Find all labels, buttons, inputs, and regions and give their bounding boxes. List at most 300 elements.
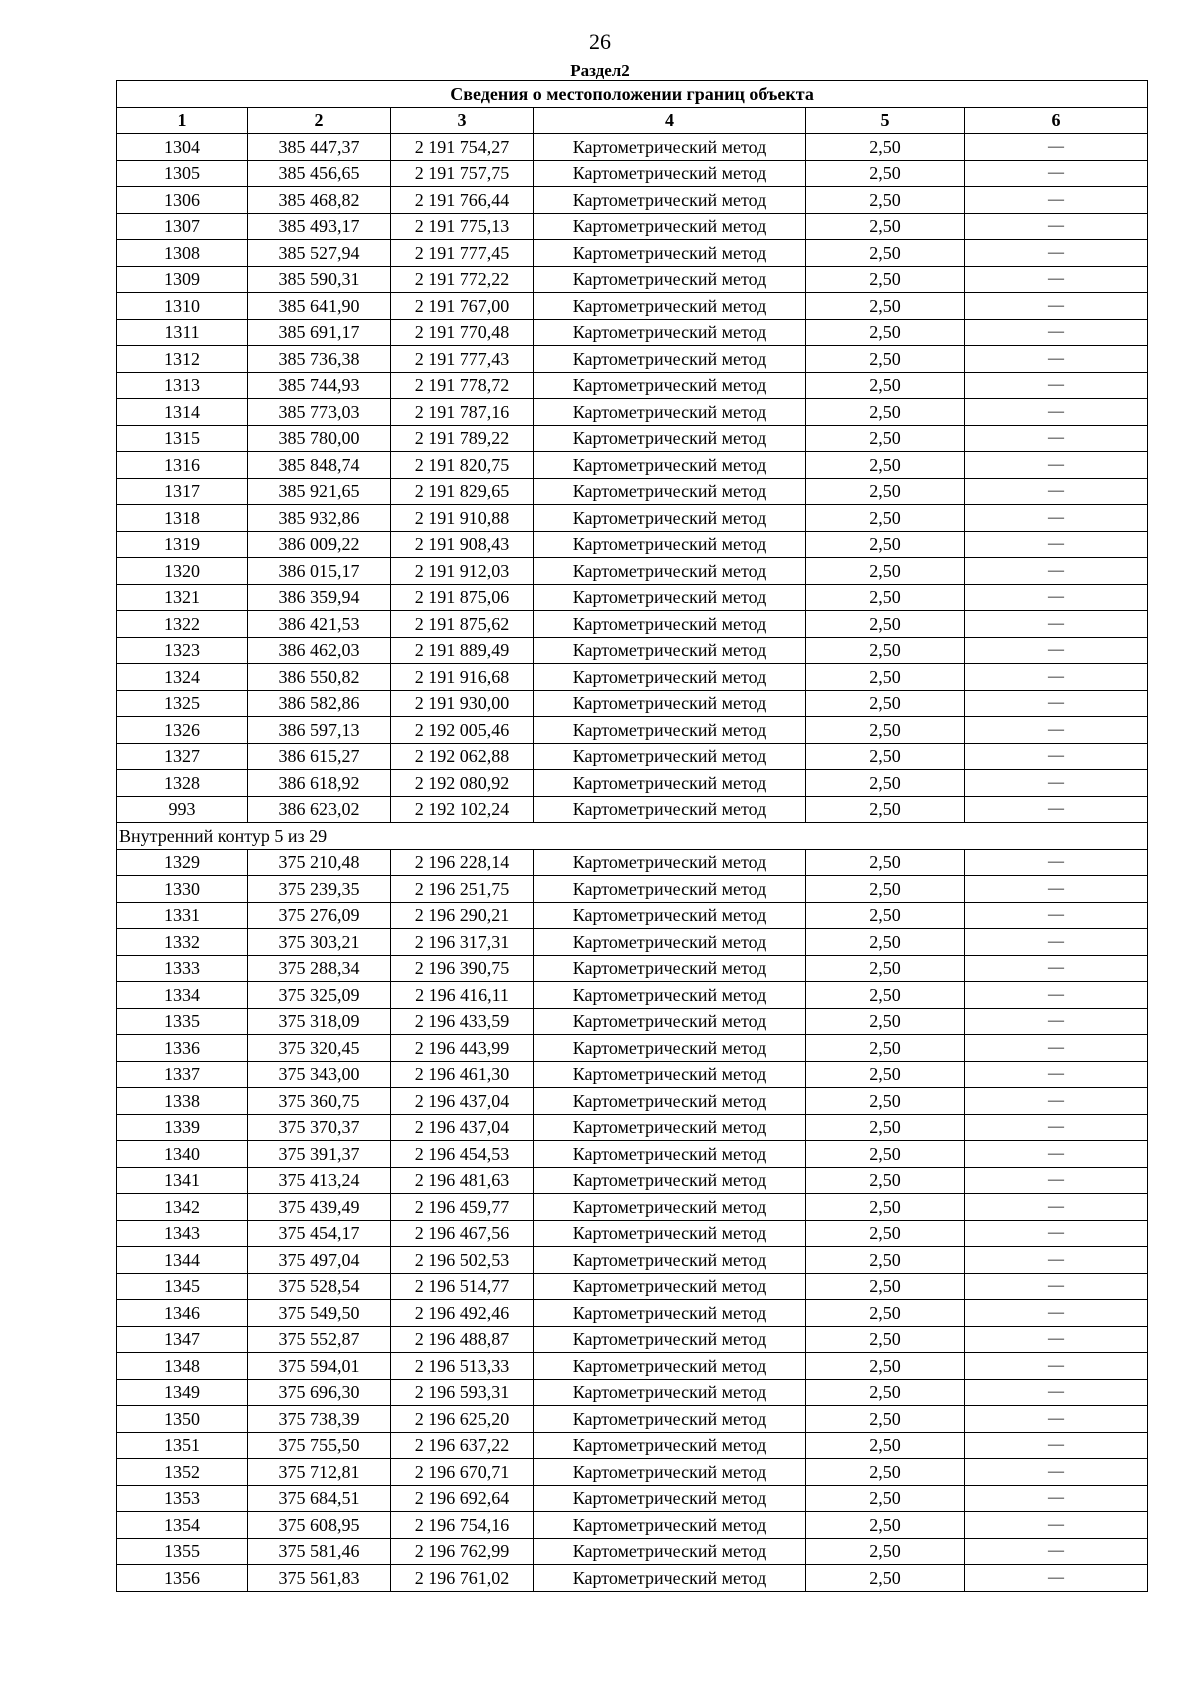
table-cell-col-3: 2 196 251,75 (391, 876, 534, 903)
table-cell-col-4: Картометрический метод (534, 611, 806, 638)
table-cell-col-5: 2,50 (806, 664, 965, 691)
table-cell-col-5: 2,50 (806, 1167, 965, 1194)
table-cell-col-4: Картометрический метод (534, 929, 806, 956)
table-cell-col-2: 375 413,24 (248, 1167, 391, 1194)
table-cell-col-6: — (965, 478, 1148, 505)
table-cell-col-4: Картометрический метод (534, 876, 806, 903)
table-cell-col-5: 2,50 (806, 1194, 965, 1221)
table-cell-col-6: — (965, 160, 1148, 187)
table-cell-col-1: 1336 (117, 1035, 248, 1062)
table-cell-col-2: 386 550,82 (248, 664, 391, 691)
table-cell-col-2: 375 370,37 (248, 1114, 391, 1141)
table-row (117, 1114, 1148, 1141)
table-cell-col-1: 1332 (117, 929, 248, 956)
table-cell-col-4: Картометрический метод (534, 1273, 806, 1300)
table-cell-col-2: 375 684,51 (248, 1485, 391, 1512)
table-cell-col-5: 2,50 (806, 240, 965, 267)
table-cell-col-4: Картометрический метод (534, 531, 806, 558)
table-cell-col-1: 1345 (117, 1273, 248, 1300)
table-cell-col-5: 2,50 (806, 849, 965, 876)
table-cell-col-6: — (965, 558, 1148, 585)
table-cell-col-2: 386 015,17 (248, 558, 391, 585)
table-row (117, 1061, 1148, 1088)
table-cell-col-5: 2,50 (806, 346, 965, 373)
table-cell-col-5: 2,50 (806, 1114, 965, 1141)
table-cell-col-3: 2 191 778,72 (391, 372, 534, 399)
table-cell-col-4: Картометрический метод (534, 637, 806, 664)
table-cell-col-5: 2,50 (806, 796, 965, 823)
table-cell-col-4: Картометрический метод (534, 134, 806, 161)
table-cell-col-5: 2,50 (806, 1220, 965, 1247)
table-cell-col-2: 375 696,30 (248, 1379, 391, 1406)
page-number: 26 (589, 29, 611, 54)
table-cell-col-1: 1334 (117, 982, 248, 1009)
table-cell-col-4: Картометрический метод (534, 372, 806, 399)
table-cell-col-3: 2 192 062,88 (391, 743, 534, 770)
table-cell-col-1: 1348 (117, 1353, 248, 1380)
table-cell-col-4: Картометрический метод (534, 1114, 806, 1141)
table-row (117, 1565, 1148, 1592)
table-cell-col-5: 2,50 (806, 1485, 965, 1512)
table-cell-col-6: — (965, 1300, 1148, 1327)
table-cell-col-2: 375 608,95 (248, 1512, 391, 1539)
table-cell-col-2: 375 276,09 (248, 902, 391, 929)
table-cell-col-1: 1304 (117, 134, 248, 161)
table-cell-col-6: — (965, 955, 1148, 982)
table-cell-col-2: 386 582,86 (248, 690, 391, 717)
table-cell-col-6: — (965, 982, 1148, 1009)
table-row (117, 1300, 1148, 1327)
table-cell-col-4: Картометрический метод (534, 1220, 806, 1247)
table-cell-col-3: 2 191 754,27 (391, 134, 534, 161)
table-cell-col-2: 375 325,09 (248, 982, 391, 1009)
table-cell-col-6: — (965, 902, 1148, 929)
table-cell-col-6: — (965, 1432, 1148, 1459)
table-cell-col-3: 2 196 692,64 (391, 1485, 534, 1512)
table-cell-col-1: 1342 (117, 1194, 248, 1221)
table-cell-col-5: 2,50 (806, 1538, 965, 1565)
column-header-2: 2 (248, 107, 391, 134)
table-cell-col-4: Картометрический метод (534, 690, 806, 717)
table-cell-col-3: 2 196 437,04 (391, 1088, 534, 1115)
column-number-row (117, 107, 1148, 134)
table-cell-col-6: — (965, 399, 1148, 426)
table-cell-col-2: 375 343,00 (248, 1061, 391, 1088)
table-cell-col-2: 385 493,17 (248, 213, 391, 240)
table-cell-col-2: 375 391,37 (248, 1141, 391, 1168)
table-cell-col-3: 2 196 290,21 (391, 902, 534, 929)
table-cell-col-3: 2 196 454,53 (391, 1141, 534, 1168)
table-row (117, 664, 1148, 691)
table-cell-col-4: Картометрический метод (534, 902, 806, 929)
table-cell-col-4: Картометрический метод (534, 1485, 806, 1512)
table-cell-col-1: 1343 (117, 1220, 248, 1247)
table-cell-col-2: 385 590,31 (248, 266, 391, 293)
table-cell-col-3: 2 196 514,77 (391, 1273, 534, 1300)
table-cell-col-4: Картометрический метод (534, 240, 806, 267)
table-row (117, 240, 1148, 267)
table-header (117, 81, 1148, 134)
table-cell-col-3: 2 191 930,00 (391, 690, 534, 717)
table-cell-col-3: 2 191 770,48 (391, 319, 534, 346)
table-cell-col-6: — (965, 743, 1148, 770)
table-cell-col-6: — (965, 531, 1148, 558)
table-cell-col-3: 2 191 875,06 (391, 584, 534, 611)
coordinates-table (116, 80, 1148, 1592)
table-cell-col-5: 2,50 (806, 505, 965, 532)
column-header-3: 3 (391, 107, 534, 134)
table-cell-col-2: 375 303,21 (248, 929, 391, 956)
table-cell-col-2: 386 009,22 (248, 531, 391, 558)
table-cell-col-3: 2 191 916,68 (391, 664, 534, 691)
table-cell-col-4: Картометрический метод (534, 1035, 806, 1062)
table-cell-col-6: — (965, 796, 1148, 823)
table-cell-col-3: 2 191 766,44 (391, 187, 534, 214)
table-cell-col-1: 1316 (117, 452, 248, 479)
column-header-1: 1 (117, 107, 248, 134)
group-label-row (117, 823, 1148, 850)
table-cell-col-2: 375 594,01 (248, 1353, 391, 1380)
table-cell-col-3: 2 191 820,75 (391, 452, 534, 479)
table-cell-col-1: 1337 (117, 1061, 248, 1088)
table-cell-col-4: Картометрический метод (534, 505, 806, 532)
table-cell-col-3: 2 191 908,43 (391, 531, 534, 558)
table-cell-col-1: 1323 (117, 637, 248, 664)
table-cell-col-5: 2,50 (806, 1141, 965, 1168)
table-caption-row (117, 81, 1148, 108)
table-cell-col-3: 2 196 488,87 (391, 1326, 534, 1353)
table-cell-col-2: 385 932,86 (248, 505, 391, 532)
table-cell-col-1: 1324 (117, 664, 248, 691)
table-cell-col-6: — (965, 1061, 1148, 1088)
table-cell-col-2: 386 597,13 (248, 717, 391, 744)
table-cell-col-2: 375 239,35 (248, 876, 391, 903)
table-cell-col-5: 2,50 (806, 1273, 965, 1300)
table-row (117, 929, 1148, 956)
table-cell-col-1: 1308 (117, 240, 248, 267)
table-cell-col-4: Картометрический метод (534, 213, 806, 240)
table-cell-col-1: 1350 (117, 1406, 248, 1433)
table-cell-col-6: — (965, 1088, 1148, 1115)
table-cell-col-3: 2 192 005,46 (391, 717, 534, 744)
table-cell-col-6: — (965, 1565, 1148, 1592)
table-cell-col-2: 386 421,53 (248, 611, 391, 638)
table-row (117, 293, 1148, 320)
table-cell-col-4: Картометрический метод (534, 346, 806, 373)
table-cell-col-5: 2,50 (806, 717, 965, 744)
table-cell-col-2: 386 623,02 (248, 796, 391, 823)
table-cell-col-6: — (965, 266, 1148, 293)
table-cell-col-5: 2,50 (806, 611, 965, 638)
table-cell-col-5: 2,50 (806, 531, 965, 558)
table-cell-col-6: — (965, 213, 1148, 240)
table-cell-col-1: 1329 (117, 849, 248, 876)
table-cell-col-1: 1317 (117, 478, 248, 505)
table-cell-col-2: 375 549,50 (248, 1300, 391, 1327)
table-cell-col-5: 2,50 (806, 1300, 965, 1327)
table-cell-col-3: 2 196 443,99 (391, 1035, 534, 1062)
table-cell-col-4: Картометрический метод (534, 1300, 806, 1327)
table-cell-col-1: 1306 (117, 187, 248, 214)
table-row (117, 849, 1148, 876)
table-cell-col-2: 375 755,50 (248, 1432, 391, 1459)
table-cell-col-6: — (965, 425, 1148, 452)
table-cell-col-4: Картометрический метод (534, 160, 806, 187)
table-row (117, 399, 1148, 426)
table-row (117, 1406, 1148, 1433)
table-cell-col-6: — (965, 1353, 1148, 1380)
table-cell-col-1: 1335 (117, 1008, 248, 1035)
table-cell-col-3: 2 196 625,20 (391, 1406, 534, 1433)
table-cell-col-4: Картометрический метод (534, 1406, 806, 1433)
table-cell-col-6: — (965, 1194, 1148, 1221)
table-cell-col-2: 385 736,38 (248, 346, 391, 373)
table-cell-col-1: 1355 (117, 1538, 248, 1565)
table-cell-col-1: 1315 (117, 425, 248, 452)
table-cell-col-3: 2 196 637,22 (391, 1432, 534, 1459)
table-cell-col-1: 1354 (117, 1512, 248, 1539)
table-row (117, 1459, 1148, 1486)
table-cell-col-4: Картометрический метод (534, 1432, 806, 1459)
table-row (117, 505, 1148, 532)
column-header-5: 5 (806, 107, 965, 134)
table-cell-col-2: 385 848,74 (248, 452, 391, 479)
table-row (117, 134, 1148, 161)
table-cell-col-3: 2 196 502,53 (391, 1247, 534, 1274)
table-row (117, 478, 1148, 505)
table-cell-col-1: 1331 (117, 902, 248, 929)
section-title: Раздел2 (570, 61, 630, 80)
table-cell-col-5: 2,50 (806, 1459, 965, 1486)
table-row (117, 1353, 1148, 1380)
table-cell-col-5: 2,50 (806, 1432, 965, 1459)
table-cell-col-2: 385 773,03 (248, 399, 391, 426)
table-row (117, 425, 1148, 452)
table-cell-col-1: 1330 (117, 876, 248, 903)
table-cell-col-1: 1352 (117, 1459, 248, 1486)
table-row (117, 637, 1148, 664)
table-cell-col-3: 2 196 437,04 (391, 1114, 534, 1141)
table-cell-col-5: 2,50 (806, 1326, 965, 1353)
table-cell-col-2: 386 618,92 (248, 770, 391, 797)
table-cell-col-1: 1319 (117, 531, 248, 558)
table-cell-col-2: 385 691,17 (248, 319, 391, 346)
table-cell-col-1: 1311 (117, 319, 248, 346)
table-row (117, 558, 1148, 585)
table-cell-col-3: 2 191 777,45 (391, 240, 534, 267)
table-cell-col-1: 1322 (117, 611, 248, 638)
table-cell-col-2: 385 468,82 (248, 187, 391, 214)
table-cell-col-1: 993 (117, 796, 248, 823)
table-row (117, 266, 1148, 293)
table-cell-col-4: Картометрический метод (534, 319, 806, 346)
table-cell-col-4: Картометрический метод (534, 1088, 806, 1115)
table-cell-col-4: Картометрический метод (534, 478, 806, 505)
table-cell-col-4: Картометрический метод (534, 664, 806, 691)
table-cell-col-4: Картометрический метод (534, 717, 806, 744)
table-cell-col-3: 2 191 767,00 (391, 293, 534, 320)
table-cell-col-4: Картометрический метод (534, 266, 806, 293)
table-cell-col-6: — (965, 134, 1148, 161)
table-cell-col-6: — (965, 876, 1148, 903)
column-header-4: 4 (534, 107, 806, 134)
table-cell-col-1: 1326 (117, 717, 248, 744)
table-row (117, 319, 1148, 346)
table-cell-col-5: 2,50 (806, 478, 965, 505)
table-cell-col-1: 1353 (117, 1485, 248, 1512)
table-cell-col-5: 2,50 (806, 425, 965, 452)
table-cell-col-1: 1325 (117, 690, 248, 717)
table-body (117, 134, 1148, 1592)
table-cell-col-5: 2,50 (806, 1247, 965, 1274)
table-cell-col-2: 375 439,49 (248, 1194, 391, 1221)
table-cell-col-3: 2 196 754,16 (391, 1512, 534, 1539)
table-cell-col-1: 1341 (117, 1167, 248, 1194)
table-cell-col-5: 2,50 (806, 213, 965, 240)
table-row (117, 1008, 1148, 1035)
table-cell-col-1: 1310 (117, 293, 248, 320)
table-cell-col-3: 2 196 670,71 (391, 1459, 534, 1486)
table-cell-col-5: 2,50 (806, 1088, 965, 1115)
table-cell-col-3: 2 191 777,43 (391, 346, 534, 373)
table-cell-col-4: Картометрический метод (534, 1061, 806, 1088)
table-cell-col-6: — (965, 611, 1148, 638)
table-cell-col-3: 2 196 761,02 (391, 1565, 534, 1592)
table-cell-col-4: Картометрический метод (534, 1326, 806, 1353)
table-cell-col-1: 1338 (117, 1088, 248, 1115)
table-cell-col-1: 1349 (117, 1379, 248, 1406)
table-cell-col-5: 2,50 (806, 319, 965, 346)
table-cell-col-4: Картометрический метод (534, 293, 806, 320)
table-cell-col-6: — (965, 849, 1148, 876)
table-row (117, 1512, 1148, 1539)
table-cell-col-3: 2 196 459,77 (391, 1194, 534, 1221)
table-row (117, 213, 1148, 240)
table-cell-col-3: 2 196 433,59 (391, 1008, 534, 1035)
table-cell-col-6: — (965, 1035, 1148, 1062)
table-cell-col-1: 1339 (117, 1114, 248, 1141)
table-cell-col-2: 375 497,04 (248, 1247, 391, 1274)
table-cell-col-5: 2,50 (806, 955, 965, 982)
table-cell-col-6: — (965, 1512, 1148, 1539)
table-cell-col-5: 2,50 (806, 929, 965, 956)
table-cell-col-2: 375 528,54 (248, 1273, 391, 1300)
table-cell-col-3: 2 192 080,92 (391, 770, 534, 797)
table-row (117, 1194, 1148, 1221)
table-cell-col-5: 2,50 (806, 1406, 965, 1433)
table-cell-col-3: 2 191 889,49 (391, 637, 534, 664)
table-cell-col-5: 2,50 (806, 637, 965, 664)
table-cell-col-4: Картометрический метод (534, 1565, 806, 1592)
table-cell-col-5: 2,50 (806, 1353, 965, 1380)
table-cell-col-6: — (965, 584, 1148, 611)
table-cell-col-2: 386 359,94 (248, 584, 391, 611)
table-cell-col-4: Картометрический метод (534, 1167, 806, 1194)
table-row (117, 1035, 1148, 1062)
table-cell-col-6: — (965, 1247, 1148, 1274)
table-cell-col-6: — (965, 1379, 1148, 1406)
table-row (117, 796, 1148, 823)
table-cell-col-2: 375 318,09 (248, 1008, 391, 1035)
table-cell-col-3: 2 191 829,65 (391, 478, 534, 505)
table-cell-col-2: 385 527,94 (248, 240, 391, 267)
table-cell-col-2: 375 738,39 (248, 1406, 391, 1433)
table-cell-col-4: Картометрический метод (534, 1008, 806, 1035)
table-cell-col-6: — (965, 637, 1148, 664)
table-cell-col-4: Картометрический метод (534, 982, 806, 1009)
table-cell-col-3: 2 196 513,33 (391, 1353, 534, 1380)
table-cell-col-5: 2,50 (806, 134, 965, 161)
table-cell-col-5: 2,50 (806, 266, 965, 293)
table-cell-col-3: 2 191 910,88 (391, 505, 534, 532)
table-cell-col-4: Картометрический метод (534, 558, 806, 585)
table-cell-col-4: Картометрический метод (534, 1379, 806, 1406)
table-cell-col-4: Картометрический метод (534, 425, 806, 452)
table-row (117, 1432, 1148, 1459)
table-cell-col-5: 2,50 (806, 770, 965, 797)
table-cell-col-6: — (965, 372, 1148, 399)
table-cell-col-3: 2 196 416,11 (391, 982, 534, 1009)
table-cell-col-6: — (965, 1220, 1148, 1247)
table-cell-col-4: Картометрический метод (534, 1538, 806, 1565)
table-cell-col-4: Картометрический метод (534, 770, 806, 797)
table-cell-col-5: 2,50 (806, 690, 965, 717)
table-cell-col-4: Картометрический метод (534, 1512, 806, 1539)
table-cell-col-3: 2 196 461,30 (391, 1061, 534, 1088)
table-cell-col-4: Картометрический метод (534, 849, 806, 876)
table-caption: Сведения о местоположении границ объекта (117, 81, 1148, 108)
table-cell-col-1: 1327 (117, 743, 248, 770)
table-row (117, 876, 1148, 903)
table-cell-col-2: 385 447,37 (248, 134, 391, 161)
table-cell-col-1: 1351 (117, 1432, 248, 1459)
table-row (117, 1379, 1148, 1406)
table-cell-col-2: 385 641,90 (248, 293, 391, 320)
table-cell-col-6: — (965, 1141, 1148, 1168)
table-cell-col-6: — (965, 717, 1148, 744)
table-cell-col-4: Картометрический метод (534, 1141, 806, 1168)
table-cell-col-3: 2 191 772,22 (391, 266, 534, 293)
table-cell-col-6: — (965, 452, 1148, 479)
table-cell-col-1: 1318 (117, 505, 248, 532)
table-row (117, 982, 1148, 1009)
table-cell-col-5: 2,50 (806, 1008, 965, 1035)
table-cell-col-2: 385 780,00 (248, 425, 391, 452)
table-cell-col-2: 375 561,83 (248, 1565, 391, 1592)
table-cell-col-5: 2,50 (806, 558, 965, 585)
table-cell-col-4: Картометрический метод (534, 399, 806, 426)
table-cell-col-5: 2,50 (806, 1061, 965, 1088)
table-cell-col-4: Картометрический метод (534, 1194, 806, 1221)
table-cell-col-1: 1313 (117, 372, 248, 399)
table-cell-col-4: Картометрический метод (534, 187, 806, 214)
table-cell-col-5: 2,50 (806, 743, 965, 770)
table-cell-col-2: 375 320,45 (248, 1035, 391, 1062)
table-cell-col-2: 375 360,75 (248, 1088, 391, 1115)
table-cell-col-5: 2,50 (806, 187, 965, 214)
table-cell-col-2: 375 454,17 (248, 1220, 391, 1247)
table-cell-col-6: — (965, 319, 1148, 346)
table-cell-col-1: 1328 (117, 770, 248, 797)
table-row (117, 1220, 1148, 1247)
table-row (117, 584, 1148, 611)
table-cell-col-2: 386 615,27 (248, 743, 391, 770)
table-cell-col-5: 2,50 (806, 293, 965, 320)
table-cell-col-2: 375 288,34 (248, 955, 391, 982)
table-row (117, 1485, 1148, 1512)
table-row (117, 1088, 1148, 1115)
table-cell-col-5: 2,50 (806, 1565, 965, 1592)
